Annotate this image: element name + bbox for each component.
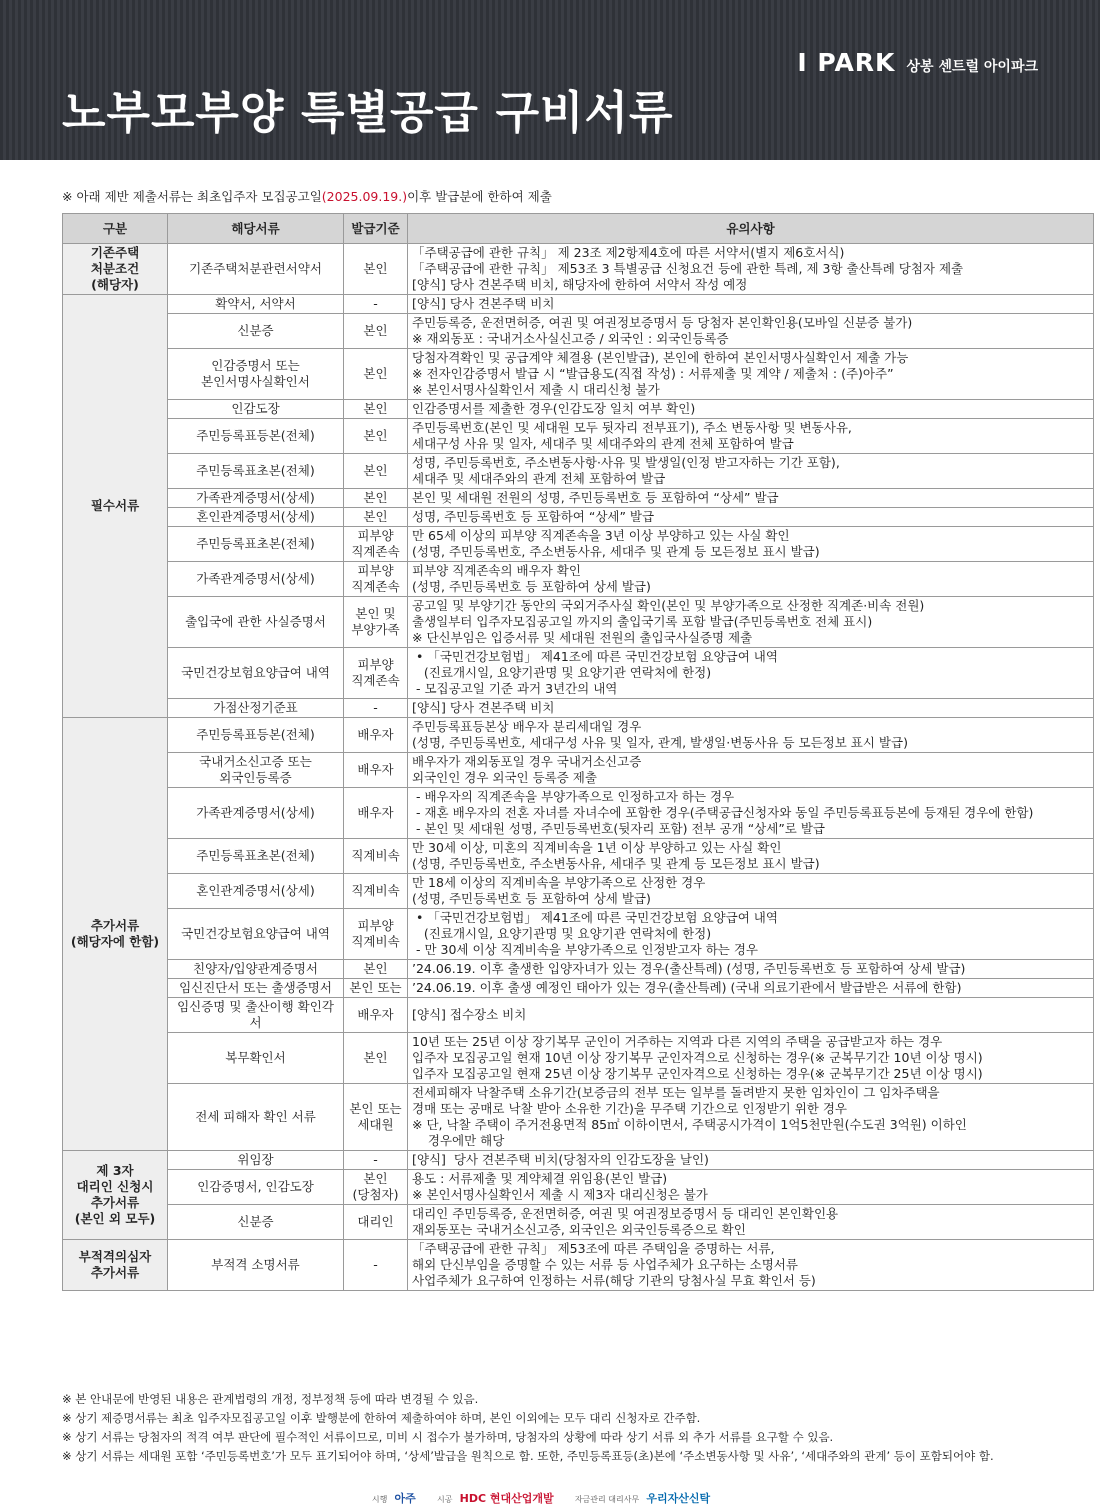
notes-cell: 만 65세 이상의 피부양 직계존속을 3년 이상 부양하고 있는 사실 확인 (성명, 주민등록번호, 주소변동사유, 세대주 및 관계 등 모든정보 표시 발급)	[408, 527, 1094, 562]
category-cell: 추가서류 (해당자에 한함)	[63, 718, 168, 1151]
document-cell: 가족관계증명서(상세)	[168, 562, 344, 597]
issue-basis-cell: 본인	[344, 508, 408, 527]
notes-cell: 당첨자격확인 및 공급계약 체결용 (본인발급), 본인에 한하여 본인서명사실확인서 제출 가능 ※ 전자인감증명서 발급 시 “발급용도(직접 작성) : 서류제출 및 계약 / 제출처 : (주)아주” ※ 본인서명사실확인서 제출 시 대리신청 불가	[408, 349, 1094, 400]
issue-basis-cell: 본인 또는	[344, 979, 408, 998]
developer-label: 시행	[371, 1495, 388, 1504]
issue-basis-cell: -	[344, 699, 408, 718]
brand-name: I PARK	[797, 48, 896, 77]
issue-basis-cell: 본인	[344, 349, 408, 400]
table-row	[63, 314, 1094, 349]
header-document: 해당서류	[168, 214, 344, 244]
builder-label: 시공	[436, 1495, 453, 1504]
footer-companies	[0, 1490, 1100, 1507]
table-row	[63, 1033, 1094, 1084]
document-cell: 가족관계증명서(상세)	[168, 788, 344, 839]
table-row	[63, 1170, 1094, 1205]
table-row	[63, 400, 1094, 419]
issue-basis-cell: -	[344, 295, 408, 314]
notes-cell: 주민등록표등본상 배우자 분리세대일 경우 (성명, 주민등록번호, 세대구성 사유 및 일자, 관계, 발생일·변동사유 등 모든정보 표시 발급)	[408, 718, 1094, 753]
notes-cell: [양식] 당사 견본주택 비치	[408, 295, 1094, 314]
header-category: 구분	[63, 214, 168, 244]
issue-basis-cell: 대리인	[344, 1205, 408, 1240]
notes-cell: 공고일 및 부양기간 동안의 국외거주사실 확인(본인 및 부양가족으로 산정한 직계존·비속 전원) 출생일부터 입주자모집공고일 까지의 출입국기록 포함 발급(주민등록번호 전체 표시) ※ 단신부임은 입증서류 및 세대원 전원의 출입국사실증명 제출	[408, 597, 1094, 648]
category-cell: 제 3자 대리인 신청시 추가서류 (본인 외 모두)	[63, 1151, 168, 1240]
document-cell: 국민건강보험요양급여 내역	[168, 648, 344, 699]
trust-logo: 우리자산신탁	[646, 1492, 711, 1505]
developer-logo: 아주	[394, 1492, 416, 1505]
category-cell: 부적격의심자 추가서류	[63, 1240, 168, 1291]
issue-basis-cell: -	[344, 1151, 408, 1170]
document-cell: 기존주택처분관련서약서	[168, 244, 344, 295]
documents-table	[62, 213, 1094, 1291]
table-row	[63, 1151, 1094, 1170]
footnote: ※ 상기 서류는 당첨자의 적격 여부 판단에 필수적인 서류이므로, 미비 시 접수가 불가하며, 당첨자의 상황에 따라 상기 서류 외 추가 서류를 요구할 수 있음.	[62, 1430, 834, 1444]
notes-cell: 주민등록증, 운전면허증, 여권 및 여권정보증명서 등 당첨자 본인확인용(모바일 신분증 불가) ※ 재외동포 : 국내거소사실신고증 / 외국인 : 외국인등록증	[408, 314, 1094, 349]
issue-basis-cell: 본인	[344, 400, 408, 419]
document-cell: 가족관계증명서(상세)	[168, 489, 344, 508]
notes-cell: ’24.06.19. 이후 출생한 입양자녀가 있는 경우(출산특례) (성명, 주민등록번호 등 포함하여 상세 발급)	[408, 960, 1094, 979]
header-notes: 유의사항	[408, 214, 1094, 244]
table-row	[63, 489, 1094, 508]
document-cell: 부적격 소명서류	[168, 1240, 344, 1291]
date-notice	[62, 187, 552, 205]
page-header	[0, 0, 1100, 160]
issue-basis-cell: 본인	[344, 454, 408, 489]
notes-cell: 「주택공급에 관한 규칙」 제 23조 제2항제4호에 따른 서약서(별지 제6호서식) 「주택공급에 관한 규칙」 제53조 3 특별공급 신청요건 등에 관한 특례, 제 3항 출산특례 당첨자 제출 [양식] 당사 견본주택 비치, 해당자에 한하여 서약서 작성 예정	[408, 244, 1094, 295]
notes-cell: • 「국민건강보험법」 제41조에 따른 국민건강보험 요양급여 내역 (진료개시일, 요양기관명 및 요양기관 연락처에 한정) - 만 30세 이상 직계비속을 부양가족으로 인정받고자 하는 경우	[408, 909, 1094, 960]
brand-logo	[797, 48, 1038, 77]
document-cell: 혼인관계증명서(상세)	[168, 874, 344, 909]
issue-basis-cell: 본인 또는 세대원	[344, 1084, 408, 1151]
table-row	[63, 295, 1094, 314]
issue-basis-cell: 직계비속	[344, 839, 408, 874]
table-row	[63, 960, 1094, 979]
category-cell: 필수서류	[63, 295, 168, 718]
document-cell: 임신진단서 또는 출생증명서	[168, 979, 344, 998]
issue-basis-cell: 본인	[344, 489, 408, 508]
issue-basis-cell: 본인 (당첨자)	[344, 1170, 408, 1205]
notes-cell: • 「국민건강보험법」 제41조에 따른 국민건강보험 요양급여 내역 (진료개시일, 요양기관명 및 요양기관 연락처에 한정) - 모집공고일 기준 과거 3년간의 내역	[408, 648, 1094, 699]
issue-basis-cell: 본인	[344, 314, 408, 349]
table-header-row	[63, 214, 1094, 244]
brand-subtitle: 상봉 센트럴 아이파크	[906, 59, 1038, 75]
page-title: 노부모부양 특별공급 구비서류	[62, 86, 674, 139]
table-row	[63, 527, 1094, 562]
table-row	[63, 753, 1094, 788]
notes-cell: 배우자가 재외동포일 경우 국내거소신고증 외국인인 경우 외국인 등록증 제출	[408, 753, 1094, 788]
issue-basis-cell: 배우자	[344, 788, 408, 839]
issue-basis-cell: 본인 및 부양가족	[344, 597, 408, 648]
document-cell: 주민등록표등본(전체)	[168, 718, 344, 753]
table-row	[63, 998, 1094, 1033]
table-row	[63, 718, 1094, 753]
issue-basis-cell: 피부양 직계존속	[344, 648, 408, 699]
issue-basis-cell: 배우자	[344, 998, 408, 1033]
document-cell: 주민등록표초본(전체)	[168, 839, 344, 874]
notes-cell: 본인 및 세대원 전원의 성명, 주민등록번호 등 포함하여 “상세” 발급	[408, 489, 1094, 508]
builder-logo: HDC 현대산업개발	[459, 1492, 554, 1505]
notes-cell: 대리인 주민등록증, 운전면허증, 여권 및 여권정보증명서 등 대리인 본인확인용 재외동포는 국내거소신고증, 외국인은 외국인등록증으로 확인	[408, 1205, 1094, 1240]
issue-basis-cell: 본인	[344, 1033, 408, 1084]
document-cell: 신분증	[168, 1205, 344, 1240]
notes-cell: 성명, 주민등록번호, 주소변동사항·사유 및 발생일(인정 받고자하는 기간 포함), 세대주 및 세대주와의 관계 전체 포함하여 발급	[408, 454, 1094, 489]
notice-suffix: 이후 발급분에 한하여 제출	[407, 189, 552, 204]
table-row	[63, 909, 1094, 960]
issue-basis-cell: -	[344, 1240, 408, 1291]
table-row	[63, 788, 1094, 839]
trust-label: 자금관리 대리사무	[574, 1495, 640, 1504]
table-row	[63, 699, 1094, 718]
notes-cell: [양식] 당사 견본주택 비치	[408, 699, 1094, 718]
category-cell: 기존주택 처분조건 (해당자)	[63, 244, 168, 295]
notes-cell: 만 18세 이상의 직계비속을 부양가족으로 산정한 경우 (성명, 주민등록번호 등 포함하여 상세 발급)	[408, 874, 1094, 909]
document-cell: 출입국에 관한 사실증명서	[168, 597, 344, 648]
notice-prefix: ※ 아래 제반 제출서류는 최초입주자 모집공고일	[62, 189, 322, 204]
footnotes	[62, 1390, 994, 1466]
issue-basis-cell: 피부양 직계존속	[344, 562, 408, 597]
notes-cell: 「주택공급에 관한 규칙」 제53조에 따른 주택임을 증명하는 서류, 해외 단신부임을 증명할 수 있는 서류 등 사업주체가 요구하는 소명서류 사업주체가 요구하여 인정하는 서류(해당 기관의 당첨사실 무효 확인서 등)	[408, 1240, 1094, 1291]
document-cell: 주민등록표초본(전체)	[168, 527, 344, 562]
issue-basis-cell: 피부양 직계존속	[344, 527, 408, 562]
notes-cell: 피부양 직계존속의 배우자 확인 (성명, 주민등록번호 등 포함하여 상세 발급)	[408, 562, 1094, 597]
notes-cell: 만 30세 이상, 미혼의 직계비속을 1년 이상 부양하고 있는 사실 확인 (성명, 주민등록번호, 주소변동사유, 세대주 및 관계 등 모든정보 표시 발급)	[408, 839, 1094, 874]
issue-basis-cell: 배우자	[344, 753, 408, 788]
table-row	[63, 1084, 1094, 1151]
table-row	[63, 839, 1094, 874]
document-cell: 가점산정기준표	[168, 699, 344, 718]
document-cell: 위임장	[168, 1151, 344, 1170]
issue-basis-cell: 본인	[344, 960, 408, 979]
document-cell: 인감증명서, 인감도장	[168, 1170, 344, 1205]
table-row	[63, 562, 1094, 597]
document-cell: 주민등록표초본(전체)	[168, 454, 344, 489]
table-row	[63, 349, 1094, 400]
notes-cell: 인감증명서를 제출한 경우(인감도장 일치 여부 확인)	[408, 400, 1094, 419]
notes-cell: 전세피해자 낙찰주택 소유기간(보증금의 전부 또는 일부를 돌려받지 못한 임차인이 그 임차주택을 경매 또는 공매로 낙찰 받아 소유한 기간)을 무주택 기간으로 인정받기 위한 경우 ※ 단, 낙찰 주택이 주거전용면적 85㎡ 이하이면서, 주택공시가격이 1억5천만원(수도권 3억원) 이하인 경우에만 해당	[408, 1084, 1094, 1151]
document-cell: 확약서, 서약서	[168, 295, 344, 314]
table-row	[63, 454, 1094, 489]
table-row	[63, 1240, 1094, 1291]
header-issue-basis: 발급기준	[344, 214, 408, 244]
table-row	[63, 508, 1094, 527]
document-cell: 인감증명서 또는 본인서명사실확인서	[168, 349, 344, 400]
notes-cell: 10년 또는 25년 이상 장기복무 군인이 거주하는 지역과 다른 지역의 주택을 공급받고자 하는 경우 입주자 모집공고일 현재 10년 이상 장기복무 군인자격으로 신청하는 경우(※ 군복무기간 10년 이상 명시) 입주자 모집공고일 현재 25년 이상 장기복무 군인자격으로 신청하는 경우(※ 군복무기간 25년 이상 명시)	[408, 1033, 1094, 1084]
issue-basis-cell: 본인	[344, 419, 408, 454]
footnote: ※ 본 안내문에 반영된 내용은 관계법령의 개정, 정부정책 등에 따라 변경될 수 있음.	[62, 1392, 479, 1406]
issue-basis-cell: 배우자	[344, 718, 408, 753]
table-body	[63, 244, 1094, 1291]
table-row	[63, 648, 1094, 699]
footnote: ※ 상기 서류는 세대원 포함 ‘주민등록번호’가 모두 표기되어야 하며, ‘상세’발급을 원칙으로 함. 또한, 주민등록표등(초)본에 ‘주소변동사항 및 사유’, ‘세대주와의 관계’ 등이 포함되어야 함.	[62, 1449, 994, 1463]
notes-cell: 주민등록번호(본인 및 세대원 모두 뒷자리 전부표기), 주소 변동사항 및 변동사유, 세대구성 사유 및 일자, 세대주 및 세대주와의 관계 전체 포함하여 발급	[408, 419, 1094, 454]
table-row	[63, 1205, 1094, 1240]
notes-cell: 용도 : 서류제출 및 계약체결 위임용(본인 발급) ※ 본인서명사실확인서 제출 시 제3자 대리신청은 불가	[408, 1170, 1094, 1205]
issue-basis-cell: 본인	[344, 244, 408, 295]
table-row	[63, 244, 1094, 295]
notes-cell: [양식] 당사 견본주택 비치(당첨자의 인감도장을 날인)	[408, 1151, 1094, 1170]
document-cell: 전세 피해자 확인 서류	[168, 1084, 344, 1151]
document-cell: 국내거소신고증 또는 외국인등록증	[168, 753, 344, 788]
table-row	[63, 597, 1094, 648]
document-cell: 혼인관계증명서(상세)	[168, 508, 344, 527]
table-row	[63, 874, 1094, 909]
issue-basis-cell: 직계비속	[344, 874, 408, 909]
document-cell: 복무확인서	[168, 1033, 344, 1084]
document-cell: 국민건강보험요양급여 내역	[168, 909, 344, 960]
footnote: ※ 상기 제증명서류는 최초 입주자모집공고일 이후 발행분에 한하여 제출하여야 하며, 본인 이외에는 모두 대리 신청자로 간주함.	[62, 1411, 701, 1425]
issue-basis-cell: 피부양 직계비속	[344, 909, 408, 960]
notes-cell: 성명, 주민등록번호 등 포함하여 “상세” 발급	[408, 508, 1094, 527]
notes-cell: [양식] 접수장소 비치	[408, 998, 1094, 1033]
notice-date: (2025.09.19.)	[321, 189, 408, 204]
table-row	[63, 979, 1094, 998]
document-cell: 신분증	[168, 314, 344, 349]
notes-cell: - 배우자의 직계존속을 부양가족으로 인정하고자 하는 경우 - 재혼 배우자의 전혼 자녀를 자녀수에 포함한 경우(주택공급신청자와 동일 주민등록표등본에 등재된 경우에 한함) - 본인 및 세대원 성명, 주민등록번호(뒷자리 포함) 전부 공개 “상세”로 발급	[408, 788, 1094, 839]
notes-cell: ’24.06.19. 이후 출생 예정인 태아가 있는 경우(출산특례) (국내 의료기관에서 발급받은 서류에 한함)	[408, 979, 1094, 998]
document-cell: 친양자/입양관계증명서	[168, 960, 344, 979]
document-cell: 인감도장	[168, 400, 344, 419]
table-row	[63, 419, 1094, 454]
document-cell: 주민등록표등본(전체)	[168, 419, 344, 454]
document-cell: 임신증명 및 출산이행 확인각서	[168, 998, 344, 1033]
